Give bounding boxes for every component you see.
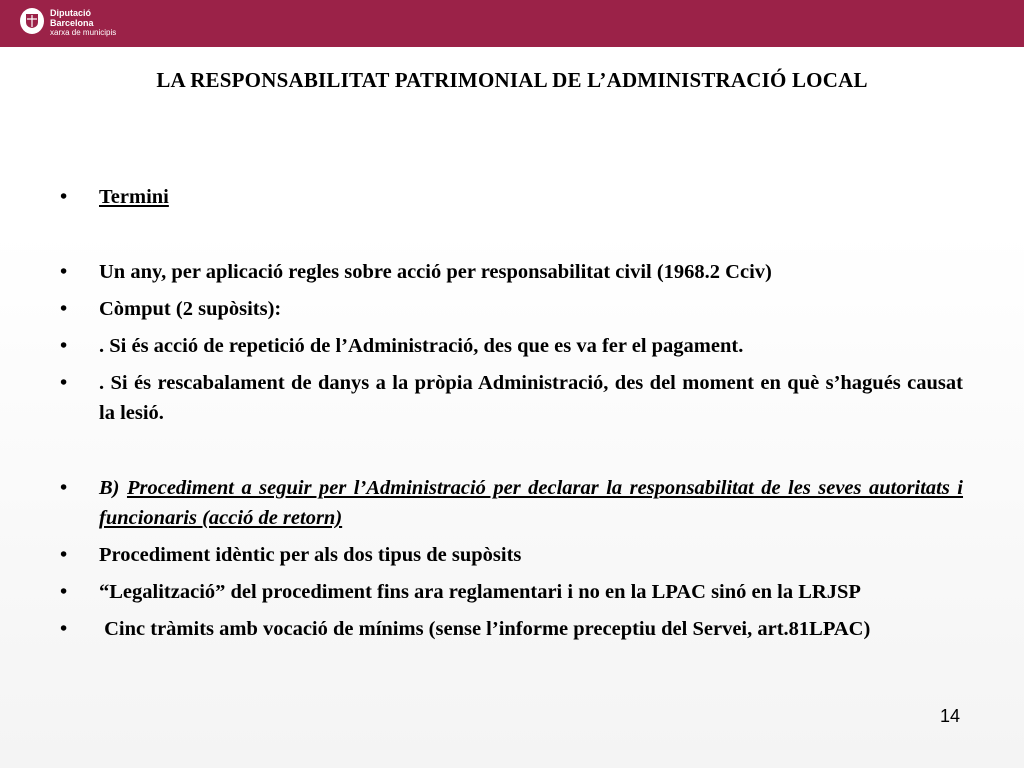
logo-line-3: xarxa de municipis xyxy=(50,28,117,37)
bullet-item-repeticio xyxy=(60,331,963,361)
bullet-item-cinc-tramits xyxy=(60,614,963,644)
bullet-item-accio-retorn xyxy=(60,473,963,533)
logo-line-2: Barcelona xyxy=(50,18,94,28)
header-bar xyxy=(0,0,1024,47)
bullet-item-un-any xyxy=(60,257,963,287)
section-b-prefix: B) xyxy=(99,477,127,499)
bullet-item-rescabalament xyxy=(60,368,963,428)
bullet-marker: • xyxy=(60,298,68,320)
bullet-item-legalitzacio xyxy=(60,577,963,607)
cinc-tramits-text: Cinc tràmits amb vocació de mínims (sense l’informe preceptiu del Servei, art.81LPAC) xyxy=(99,618,871,640)
termini-heading: Termini xyxy=(99,186,169,208)
bullet-marker: • xyxy=(60,372,68,394)
slide-title: LA RESPONSABILITAT PATRIMONIAL DE L’ADMINISTRACIÓ LOCAL xyxy=(156,68,868,92)
procediment-identic-text: Procediment idèntic per als dos tipus de supòsits xyxy=(99,544,522,566)
page-number: 14 xyxy=(940,706,961,726)
bullet-marker: • xyxy=(60,261,68,283)
computo-text: Còmput (2 supòsits): xyxy=(99,298,282,320)
logo-line-1: Diputació xyxy=(50,8,92,18)
diputacio-emblem-icon xyxy=(20,8,44,34)
rescabalament-text: . Si és rescabalament de danys a la pròpia Administració, des del moment en què s’hagués causat la lesió. xyxy=(99,372,963,424)
bullet-item-termini xyxy=(60,182,963,212)
bullet-marker: • xyxy=(60,618,68,640)
un-any-text: Un any, per aplicació regles sobre acció per responsabilitat civil (1968.2 Cciv) xyxy=(99,261,772,283)
repeticio-text: . Si és acció de repetició de l’Administració, des que es va fer el pagament. xyxy=(99,335,744,357)
legalitzacio-text: “Legalització” del procediment fins ara reglamentari i no en la LPAC sinó en la LRJSP xyxy=(99,581,861,603)
bullet-item-computo xyxy=(60,294,963,324)
bullet-marker: • xyxy=(60,186,68,208)
bullet-marker: • xyxy=(60,544,68,566)
section-b-heading: Procediment a seguir per l’Administració per declarar la responsabilitat de les seves autoritats i funcionaris (acció de retorn) xyxy=(99,477,964,529)
bullet-marker: • xyxy=(60,335,68,357)
bullet-item-procediment-identic xyxy=(60,540,963,570)
bullet-marker: • xyxy=(60,477,68,499)
slide-body xyxy=(60,182,963,644)
diputacio-logo xyxy=(20,8,116,38)
bullet-marker: • xyxy=(60,581,68,603)
